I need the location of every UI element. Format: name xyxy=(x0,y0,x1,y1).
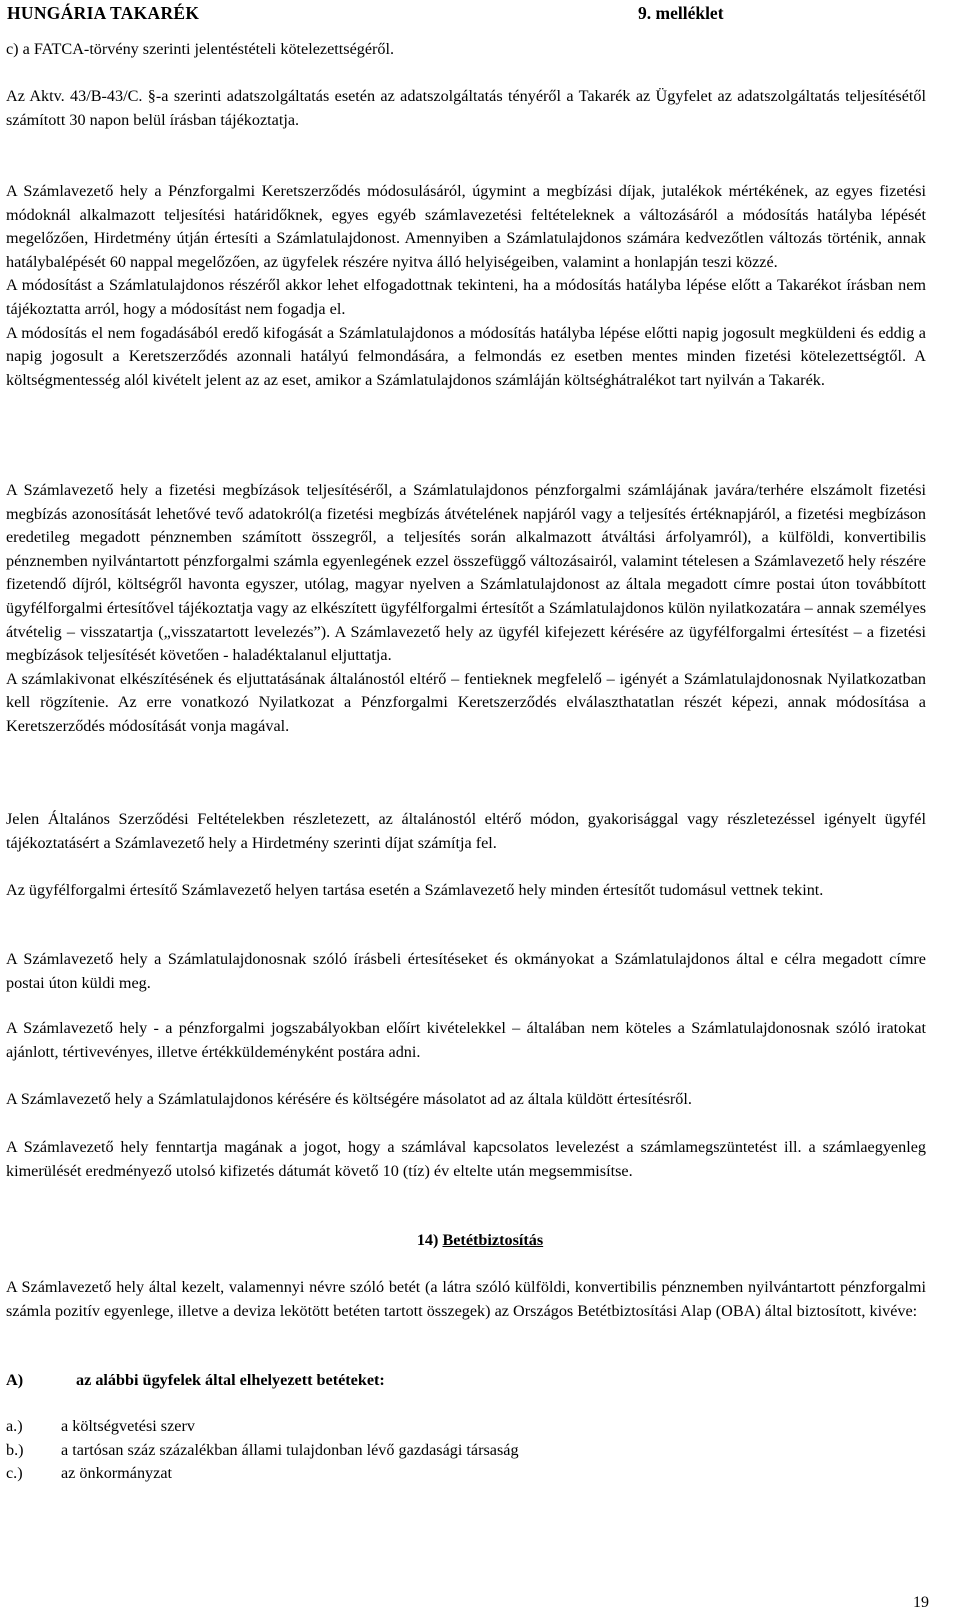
paragraph-fatca xyxy=(6,38,926,62)
paragraph-statement xyxy=(6,479,926,739)
paragraph-text: A módosítás el nem fogadásából eredő kifogását a Számlatulajdonos a módosítás hatályba lépése előtti napig jogosult megküldeni és eddig a napig jogosult a Keretszerződés azonnali hatályú felmondására, a felmondás ez esetben mentes minden fizetési kötelezettségtől. A költségmentesség alól kivételt jelent az az eset, amikor a Számlatulajdonos számláján költséghátralékot tart nyilván a Takarék. xyxy=(6,323,926,389)
paragraph-postal xyxy=(6,948,926,995)
section-title: Betétbiztosítás xyxy=(442,1231,544,1249)
paragraph-retention xyxy=(6,1136,926,1183)
paragraph-fee xyxy=(6,808,926,855)
list-item xyxy=(6,1415,519,1439)
list-item-label: b.) xyxy=(6,1440,24,1459)
paragraph-aktv xyxy=(6,85,926,132)
paragraph-text: A Számlavezető hely a Pénzforgalmi Keretszerződés módosulásáról, úgymint a megbízási díjak, jutalékok mértékének, az egyes fizetési módoknál alkalmazott teljesítési határidőknek, egyes egyéb számlavezetési feltételeknek a változásáról a módosítás hatályba lépését megelőzően, Hirdetmény útján értesíti a Számlatulajdonost. Amennyiben a Számlatulajdonos számára kedvezőtlen változás történik, annak hatálybalépését 60 nappal megelőzően, az ügyfelek részére nyitva álló helyiségeiben, valamint a honlapján teszi közzé. xyxy=(6,182,926,271)
exclusion-list xyxy=(6,1415,519,1486)
item-a xyxy=(6,1369,385,1393)
paragraph-text: A Számlavezető hely a Számlatulajdonos kérésére és költségére másolatot ad az általa küldött értesítésről. xyxy=(6,1090,692,1108)
paragraph-text: A Számlavezető hely a fizetési megbízások teljesítéséről, a Számlatulajdonos pénzforgalmi számlájának javára/terhére elszámolt fizetési megbízás azonosítását lehetővé tevő adatokról(a fizetési megbízás átvételének napjáról vagy a teljesítés értéknapjáról, a fizetési megbízáson eredetileg megadott pénznemben számított összegről, a teljesítés során alkalmazott átváltási árfolyamról), a külföldi, konvertibilis pénznemben nyilvántartott pénzforgalmi számla egyenlegének ezzel összefüggő változásairól, valamint tételesen a Számlavezető hely részére fizetendő díjról, költségről havonta egyszer, utólag, magyar nyelven a Számlatulajdonost az általa megadott címre postai úton továbbított ügyfélforgalmi értesítővel tájékoztatja vagy az elkészített ügyfélforgalmi értesítőt a Számlatulajdonos külön nyilatkozatára – annak személyes átvételig – visszatartja („visszatartott levelezés”). A Számlavezető hely az ügyfél kifejezett kérésére az ügyfélforgalmi értesítést – a fizetési megbízások teljesítését követően - haladéktalanul eljuttatja. xyxy=(6,481,926,665)
page-header xyxy=(7,2,929,28)
list-item-text: az önkormányzat xyxy=(61,1464,173,1483)
page-number: 19 xyxy=(913,1594,929,1612)
section-heading xyxy=(0,1229,960,1253)
item-a-label: A) xyxy=(6,1371,24,1389)
paragraph-text: A Számlavezető hely által kezelt, valamennyi névre szóló betét (a látra szóló külföldi, konvertibilis pénznemben nyilvántartott pénzforgalmi számla pozitív egyenlege, illetve a deviza lekötött betéten tartott összegek) az Országos Betétbiztosítási Alap (OBA) által biztosított, kivéve: xyxy=(6,1278,926,1320)
paragraph-text: A Számlavezető hely fenntartja magának a jogot, hogy a számlával kapcsolatos levelezést a számlamegszüntetést ill. a számlaegyenleg kimerülését eredményező utolsó kifizetés dátumát követő 10 (tíz) év eltelte után megsemmisítse. xyxy=(6,1138,926,1180)
paragraph-text: A Számlavezető hely a Számlatulajdonosnak szóló írásbeli értesítéseket és okmányokat a Számlatulajdonos által e célra megadott címre postai úton küldi meg. xyxy=(6,950,926,992)
bank-name: HUNGÁRIA TAKARÉK xyxy=(7,3,200,23)
list-item-text: a költségvetési szerv xyxy=(61,1417,195,1435)
item-a-text: az alábbi ügyfelek által elhelyezett betéteket: xyxy=(76,1371,385,1389)
paragraph-text: A módosítást a Számlatulajdonos részéről akkor lehet elfogadottnak tekinteni, ha a módosítás hatályba lépése előtt a Takarékot írásban nem tájékoztatta arról, hogy a módosítást nem fogadja el. xyxy=(6,276,926,318)
paragraph-text: A számlakivonat elkészítésének és eljuttatásának általánostól eltérő – fentieknek megfelelő – igényét a Számlatulajdonosnak Nyilatkozatban kell rögzítenie. Az erre vonatkozó Nyilatkozat a Pénzforgalmi Keretszerződés elválaszthatatlan részét képezi, annak módosítása a Keretszerződés módosítását vonja magával. xyxy=(6,669,926,735)
paragraph-text: c) a FATCA-törvény szerinti jelentéstételi kötelezettségéről. xyxy=(6,40,395,58)
paragraph-text: A Számlavezető hely - a pénzforgalmi jogszabályokban előírt kivételekkel – általában nem köteles a Számlatulajdonosnak szóló iratokat ajánlott, tértivevényes, illetve értékküldeményként postára adni. xyxy=(6,1019,926,1061)
paragraph-notice xyxy=(6,879,926,903)
paragraph-text: Az ügyfélforgalmi értesítő Számlavezető helyen tartása esetén a Számlavezető hely minden értesítőt tudomásul vettnek tekint. xyxy=(6,881,824,899)
list-item xyxy=(6,1462,519,1486)
paragraph-text: Jelen Általános Szerződési Feltételekben részletezett, az általánostól eltérő módon, gyakorisággal vagy részletezéssel igényelt ügyfél tájékoztatásért a Számlavezető hely a Hirdetmény szerinti díjat számítja fel. xyxy=(6,810,926,852)
list-item-label: c.) xyxy=(6,1464,23,1483)
list-item xyxy=(6,1439,519,1463)
paragraph-text: Az Aktv. 43/B-43/C. §-a szerinti adatszolgáltatás esetén az adatszolgáltatás tényéről a Takarék az Ügyfelet az adatszolgáltatás teljesítésétől számított 30 napon belül írásban tájékoztatja. xyxy=(6,87,926,129)
paragraph-modification xyxy=(6,180,926,392)
list-item-label: a.) xyxy=(6,1417,23,1435)
paragraph-registered-mail xyxy=(6,1017,926,1064)
list-item-text: a tartósan száz százalékban állami tulajdonban lévő gazdasági társaság xyxy=(61,1440,519,1459)
section-number: 14) xyxy=(416,1231,439,1249)
paragraph-copy xyxy=(6,1088,926,1112)
annex-label: 9. melléklet xyxy=(638,3,724,23)
paragraph-deposit-insurance xyxy=(6,1276,926,1323)
